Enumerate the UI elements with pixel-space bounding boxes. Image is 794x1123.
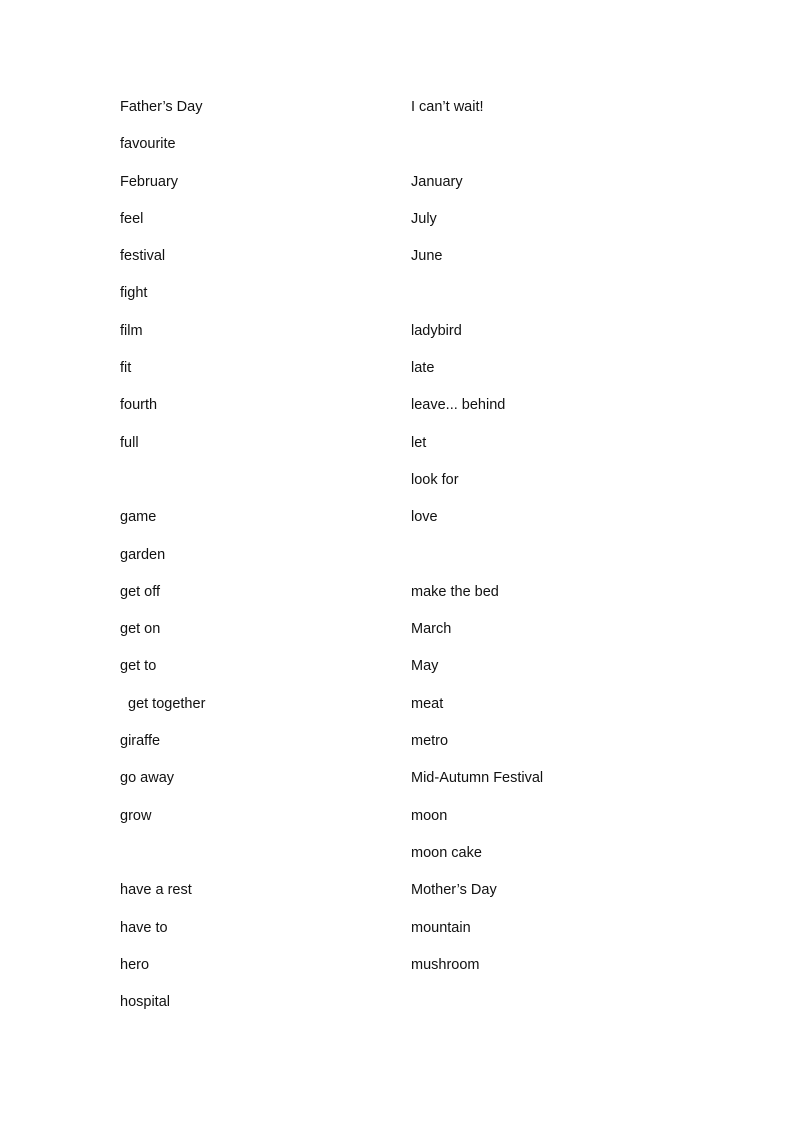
word-item: festival [120, 248, 166, 265]
word-item: Father’s Day [120, 99, 203, 115]
word-item: Mother’s Day [411, 882, 497, 899]
blank-line [411, 133, 711, 170]
word-item: mushroom [411, 956, 480, 973]
word-item: moon [411, 807, 448, 824]
word-item: fit [120, 360, 132, 377]
word-item: look for [411, 471, 459, 488]
word-item: love [411, 509, 438, 526]
word-item: full [120, 434, 139, 451]
word-item: get off [120, 583, 161, 600]
blank-line [120, 842, 380, 879]
word-item: Mid-Autumn Festival [411, 770, 544, 787]
word-item: fight [120, 285, 148, 302]
word-item: giraffe [120, 733, 161, 750]
word-item: make the bed [411, 583, 499, 600]
word-item: leave... behind [411, 397, 506, 414]
word-item: go away [120, 770, 175, 787]
word-item: May [411, 658, 439, 675]
word-item: July [411, 210, 437, 227]
right-word-column [411, 96, 711, 991]
word-item: feel [120, 210, 144, 227]
word-item: March [411, 621, 452, 638]
word-item: January [411, 173, 463, 190]
word-item: game [120, 509, 157, 526]
word-item: fourth [120, 397, 158, 414]
left-word-column [120, 96, 380, 1028]
word-item: get together [128, 695, 206, 712]
word-item: late [411, 360, 435, 377]
word-item: get on [120, 621, 161, 638]
word-item: let [411, 434, 427, 451]
word-item: hero [120, 956, 150, 973]
blank-line [120, 469, 380, 506]
word-item: mountain [411, 919, 471, 936]
word-item: grow [120, 807, 152, 824]
blank-line [411, 544, 711, 581]
word-item: have to [120, 919, 168, 936]
word-item: hospital [120, 994, 170, 1011]
word-item: film [120, 322, 143, 339]
word-item: meat [411, 695, 444, 712]
word-item: February [120, 173, 179, 190]
blank-line [411, 282, 711, 319]
word-item: favourite [120, 136, 176, 153]
word-item: have a rest [120, 882, 192, 899]
word-item: get to [120, 658, 157, 675]
word-item: metro [411, 733, 449, 750]
word-item: garden [120, 546, 166, 563]
word-item: moon cake [411, 844, 482, 861]
word-item: I can’t wait! [411, 99, 484, 115]
word-item: ladybird [411, 322, 462, 339]
word-item: June [411, 248, 443, 265]
